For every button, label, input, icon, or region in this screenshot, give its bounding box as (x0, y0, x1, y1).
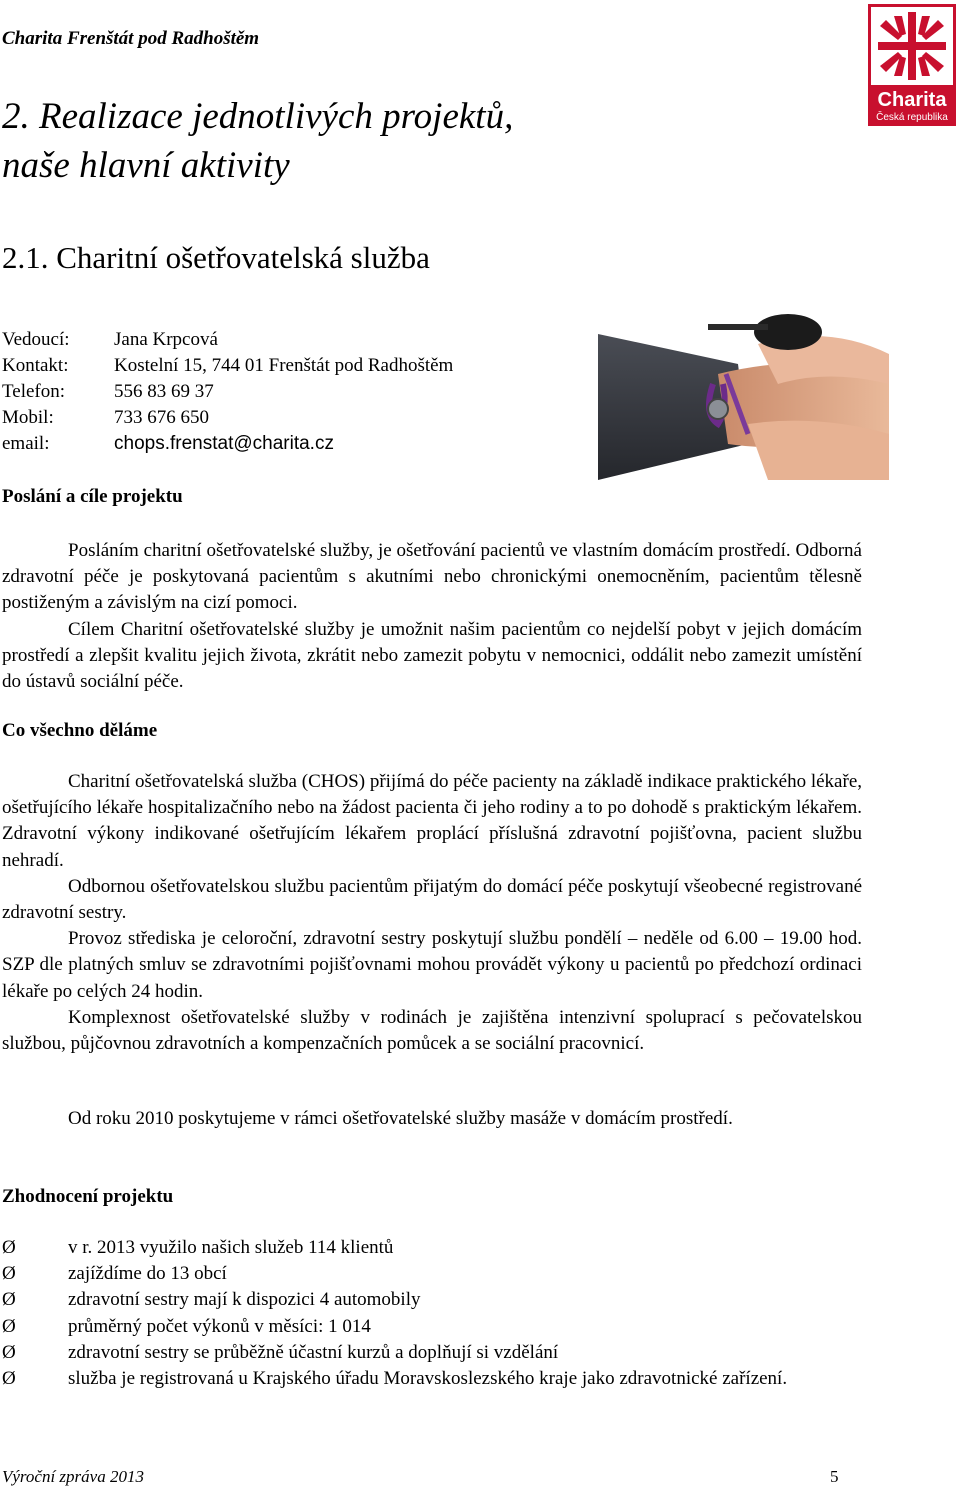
activities-paragraph: Od roku 2010 poskytujeme v rámci ošetřovatelské služby masáže v domácím prostředí. (68, 1108, 733, 1129)
contact-value: Jana Krpcová (114, 329, 218, 350)
contact-value: 556 83 69 37 (114, 381, 214, 402)
contact-label: Telefon: (2, 381, 66, 402)
contact-row-email (2, 431, 453, 457)
charita-logo (868, 4, 956, 126)
activities-text (2, 769, 862, 1057)
svg-text:Česká republika: Česká republika (876, 112, 948, 123)
list-item (2, 1314, 882, 1340)
list-item-text: v r. 2013 využilo našich služeb 114 klientů (68, 1237, 394, 1258)
contact-value: 733 676 650 (114, 407, 209, 428)
evaluation-heading: Zhodnocení projektu (2, 1186, 174, 1207)
list-item-text: zdravotní sestry mají k dispozici 4 automobily (68, 1289, 421, 1311)
mission-heading: Poslání a cíle projektu (2, 486, 183, 507)
activities-paragraph: Charitní ošetřovatelská služba (CHOS) přijímá do péče pacienty na základě indikace praktického lékaře, ošetřujícího lékaře hospitalizačního nebo na žádost pacienta či jeho rodiny a to po dohodě s praktickým lékařem. Zdravotní výkony indikované ošetřujícím lékařem proplácí příslušná zdravotní pojišťovna, pacient službu nehradí. (2, 771, 863, 871)
contact-row-address (2, 353, 453, 379)
contact-row-leader (2, 327, 453, 353)
contact-row-mobile (2, 405, 453, 431)
page-number: 5 (830, 1467, 839, 1486)
arrow-bullet-icon: Ø (2, 1263, 16, 1285)
list-item (2, 1261, 882, 1287)
contact-label: email: (2, 433, 50, 454)
contact-row-phone (2, 379, 453, 405)
contact-block (2, 327, 453, 457)
footer-text: Výroční zpráva 2013 (2, 1467, 144, 1486)
list-item (2, 1366, 882, 1392)
activities-paragraph: Provoz střediska je celoroční, zdravotní sestry poskytují službu pondělí – neděle od 6.00 – 19.00 hod. SZP dle platných smluv se zdravotními pojišťovnami mohou provádět výkony u pacientů po předchozí ordinaci lékaře po celých 24 hodin. (2, 928, 862, 1002)
chapter-title-line1: 2. Realizace jednotlivých projektů, (2, 96, 514, 137)
contact-label: Vedoucí: (2, 329, 70, 350)
mission-text (2, 538, 862, 695)
arrow-bullet-icon: Ø (2, 1341, 16, 1363)
list-item-text: zdravotní sestry se průběžně účastní kurzů a doplňují si vzdělání (68, 1341, 559, 1363)
organization-name: Charita Frenštát pod Radhoštěm (2, 28, 260, 49)
list-item (2, 1340, 882, 1366)
arrow-bullet-icon: Ø (2, 1289, 16, 1311)
evaluation-list (2, 1235, 882, 1392)
section-title: 2.1. Charitní ošetřovatelská služba (2, 240, 430, 275)
list-item (2, 1287, 882, 1313)
list-item-text: zajíždíme do 13 obcí (68, 1263, 227, 1285)
arrow-bullet-icon: Ø (2, 1368, 16, 1390)
contact-email[interactable]: chops.frenstat@charita.cz (114, 433, 334, 454)
mission-paragraph: Cílem Charitní ošetřovatelské služby je umožnit našim pacientům co nejdelší pobyt v jejich domácím prostředí a zlepšit kvalitu jejich života, zkrátit nebo zamezit pobytu v nemocnici, oddálit nebo zamezit umístění do ústavů sociální péče. (2, 618, 862, 693)
chapter-title (2, 92, 642, 190)
chapter-title-line2: naše hlavní aktivity (2, 145, 290, 186)
activities-paragraph: Odbornou ošetřovatelskou službu pacientům přijatým do domácí péče poskytují všeobecné registrované zdravotní sestry. (2, 875, 862, 924)
activities-massage-text (2, 1106, 862, 1132)
activities-paragraph: Komplexnost ošetřovatelské služby v rodinách je zajištěna intenzivní spoluprací s pečovatelskou službou, půjčovnou zdravotních a kompenzačních pomůcek a se sociální pracovnicí. (2, 1006, 862, 1055)
list-item (2, 1235, 882, 1261)
contact-value: Kostelní 15, 744 01 Frenštát pod Radhoštěm (114, 355, 454, 376)
contact-label: Kontakt: (2, 355, 69, 376)
list-item-text: služba je registrovaná u Krajského úřadu Moravskoslezského kraje jako zdravotnické zařízení. (68, 1368, 788, 1390)
list-item-text: průměrný počet výkonů v měsíci: 1 014 (68, 1315, 371, 1337)
mission-paragraph: Posláním charitní ošetřovatelské služby, je ošetřování pacientů ve vlastním domácím prostředí. Odborná zdravotní péče je poskytovaná pacientům s akutními nebo chronickými onemocněním, pacientům tělesně postiženým a závislým na cizí pomoci. (2, 540, 862, 614)
arrow-bullet-icon: Ø (2, 1237, 16, 1258)
contact-label: Mobil: (2, 407, 54, 428)
svg-text:Charita: Charita (877, 89, 947, 111)
blood-pressure-photo (598, 314, 889, 480)
arrow-bullet-icon: Ø (2, 1315, 16, 1337)
activities-heading: Co všechno děláme (2, 720, 158, 741)
